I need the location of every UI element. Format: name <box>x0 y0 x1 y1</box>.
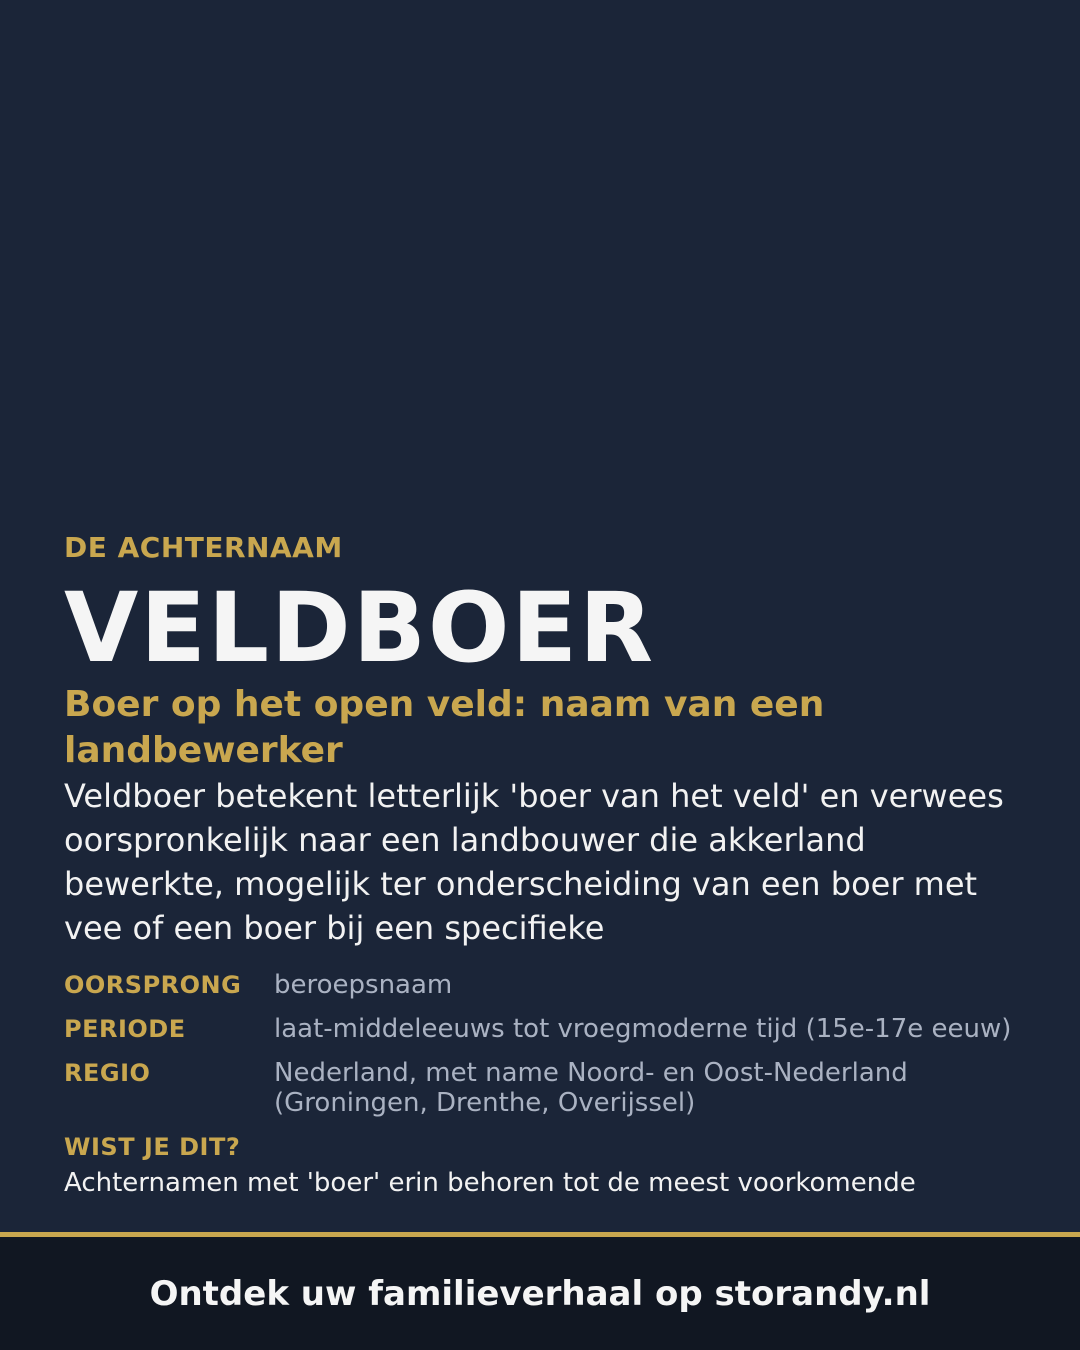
footer-banner <box>0 1232 1080 1350</box>
fact-label: PERIODE <box>64 1015 186 1043</box>
did-you-know-label: WIST JE DIT? <box>64 1133 241 1161</box>
facts-list <box>64 970 1016 1118</box>
did-you-know-text: Achternamen met 'boer' erin behoren tot de meest voorkomende <box>64 1168 916 1198</box>
surname-title: VELDBOER <box>64 572 656 684</box>
fact-value: laat-middeleeuws tot vroegmoderne tijd (15e-17e eeuw) <box>274 1014 1012 1044</box>
fact-row-origin <box>64 970 1016 1000</box>
fact-row-period <box>64 1014 1016 1044</box>
fact-value: beroepsnaam <box>274 970 453 1000</box>
fact-label: REGIO <box>64 1059 151 1087</box>
surname-card <box>64 530 1016 1230</box>
fact-value: Nederland, met name Noord- en Oost-Nederland (Groningen, Drenthe, Overijssel) <box>274 1058 908 1118</box>
fact-row-region <box>64 1058 1016 1118</box>
eyebrow-label: DE ACHTERNAAM <box>64 531 343 564</box>
fact-label: OORSPRONG <box>64 971 242 999</box>
surname-description: Veldboer betekent letterlijk 'boer van het veld' en verwees oorspronkelijk naar een landbouwer die akkerland bewerkte, mogelijk ter onderscheiding van een boer met vee of een boer bij een specifieke <box>64 777 1004 947</box>
footer-cta: Ontdek uw familieverhaal op storandy.nl <box>149 1273 931 1314</box>
surname-tagline: Boer op het open veld: naam van een landbewerker <box>64 684 825 771</box>
